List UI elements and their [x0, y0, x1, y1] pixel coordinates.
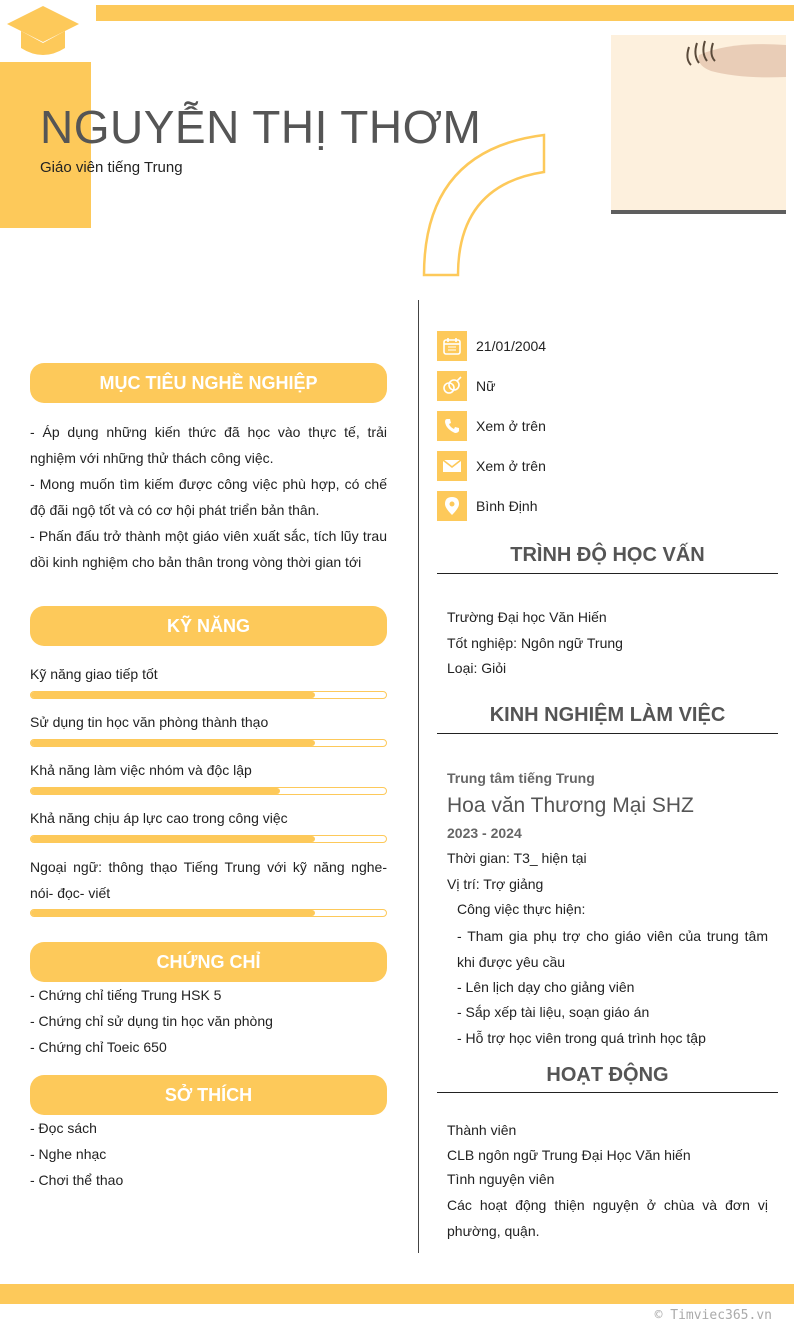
activity-description: Các hoạt động thiện nguyện ở chùa và đơn vị phường, quận.: [447, 1196, 768, 1239]
location-value: Bình Định: [476, 498, 538, 514]
objective-heading: MỤC TIÊU NGHỀ NGHIỆP: [30, 363, 387, 403]
certificates-heading: CHỨNG CHỈ: [30, 942, 387, 982]
profile-photo: [611, 35, 786, 214]
skill-label: Ngoại ngữ: thông thạo Tiếng Trung với kỹ năng nghe- nói- đọc- viết: [30, 859, 387, 901]
skill-bar-fill: [31, 788, 280, 794]
experience-time: Thời gian: T3_ hiện tại: [447, 850, 587, 866]
activities-rule: [437, 1092, 778, 1093]
education-rule: [437, 573, 778, 574]
skill-bar-fill: [31, 910, 315, 916]
certificates-list: [30, 982, 387, 1060]
graduation-cap-icon: [5, 4, 81, 62]
education-grade: Loại: Giỏi: [447, 660, 507, 676]
education-details: [447, 605, 768, 682]
experience-period: 2023 - 2024: [447, 824, 522, 841]
experience-heading: KINH NGHIỆM LÀM VIỆC: [489, 704, 726, 726]
experience-task: - Lên lịch dạy cho giảng viên: [457, 978, 635, 995]
decorative-arc: [418, 130, 550, 280]
objective-line: - Phấn đấu trở thành một giáo viên xuất sắc, tích lũy trau dồi kinh nghiệm cho bản thân trong vòng thời gian tới: [30, 528, 387, 570]
education-graduation: Tốt nghiệp: Ngôn ngữ Trung: [447, 634, 623, 651]
skill-bar-fill: [31, 740, 315, 746]
skill-bar-fill: [31, 836, 315, 842]
skill-bar-fill: [31, 692, 315, 698]
email-icon: [437, 451, 467, 481]
skill-label: Sử dụng tin học văn phòng thành thạo: [30, 714, 269, 730]
list-item: - Chứng chỉ sử dụng tin học văn phòng: [30, 1013, 273, 1029]
list-item: - Đọc sách: [30, 1120, 97, 1136]
company-name-line2: Hoa văn Thương Mại SHZ: [447, 793, 694, 817]
hobbies-heading: SỞ THÍCH: [30, 1075, 387, 1115]
experience-task: - Tham gia phụ trợ cho giáo viên của trung tâm khi được yêu cầu: [457, 927, 768, 970]
activity-org: CLB ngôn ngữ Trung Đại Học Văn hiến: [447, 1146, 691, 1163]
experience-tasks-title: Công việc thực hiện:: [457, 901, 586, 917]
objective-line: - Áp dụng những kiến thức đã học vào thực tế, trải nghiệm với những thử thách công việc.: [30, 424, 387, 466]
activities-details: [447, 1118, 768, 1244]
list-item: - Nghe nhạc: [30, 1146, 107, 1162]
calendar-icon: [437, 331, 467, 361]
list-item: - Chơi thể thao: [30, 1172, 124, 1188]
candidate-name: NGUYỄN THỊ THƠM: [40, 101, 482, 153]
activities-heading: HOẠT ĐỘNG: [546, 1064, 669, 1086]
experience-rule: [437, 733, 778, 734]
objective-text: [30, 419, 387, 575]
list-item: - Chứng chỉ Toeic 650: [30, 1039, 167, 1055]
company-name-line1: Trung tâm tiếng Trung: [447, 770, 595, 786]
skill-bar: [30, 691, 387, 699]
experience-position: Vị trí: Trợ giảng: [447, 875, 544, 892]
education-school: Trường Đại học Văn Hiến: [447, 609, 607, 625]
education-heading: TRÌNH ĐỘ HỌC VẤN: [510, 544, 705, 566]
column-divider: [418, 300, 419, 1253]
activity-role: Tình nguyện viên: [447, 1171, 555, 1187]
candidate-role: Giáo viên tiếng Trung: [40, 159, 183, 176]
skill-bar: [30, 909, 387, 917]
skill-label: Khả năng chịu áp lực cao trong công việc: [30, 810, 288, 826]
list-item: - Chứng chỉ tiếng Trung HSK 5: [30, 987, 222, 1003]
experience-details: [447, 766, 768, 1051]
footer-credit: © Timviec365.vn: [654, 1308, 772, 1323]
birthday-value: 21/01/2004: [476, 338, 547, 354]
skill-label: Khả năng làm việc nhóm và độc lập: [30, 762, 252, 778]
location-pin-icon: [437, 491, 467, 521]
skills-heading: KỸ NĂNG: [30, 606, 387, 646]
gender-value: Nữ: [476, 378, 496, 394]
phone-value: Xem ở trên: [476, 418, 546, 434]
photo-hand-icon: [611, 35, 786, 210]
gender-icon: [437, 371, 467, 401]
skill-bar: [30, 787, 387, 795]
bottom-accent-bar: [0, 1284, 794, 1304]
skill-label: Kỹ năng giao tiếp tốt: [30, 666, 158, 682]
experience-task: - Hỗ trợ học viên trong quá trình học tập: [457, 1029, 706, 1046]
phone-icon: [437, 411, 467, 441]
skill-bar: [30, 739, 387, 747]
activity-role: Thành viên: [447, 1122, 517, 1138]
skill-bar: [30, 835, 387, 843]
experience-task: - Sắp xếp tài liệu, soạn giáo án: [457, 1004, 650, 1020]
top-accent-bar: [96, 5, 794, 21]
hobbies-list: [30, 1115, 387, 1193]
email-value: Xem ở trên: [476, 458, 546, 474]
objective-line: - Mong muốn tìm kiếm được công việc phù hợp, có chế độ đãi ngộ tốt và có cơ hội phát triển bản thân.: [30, 476, 387, 518]
